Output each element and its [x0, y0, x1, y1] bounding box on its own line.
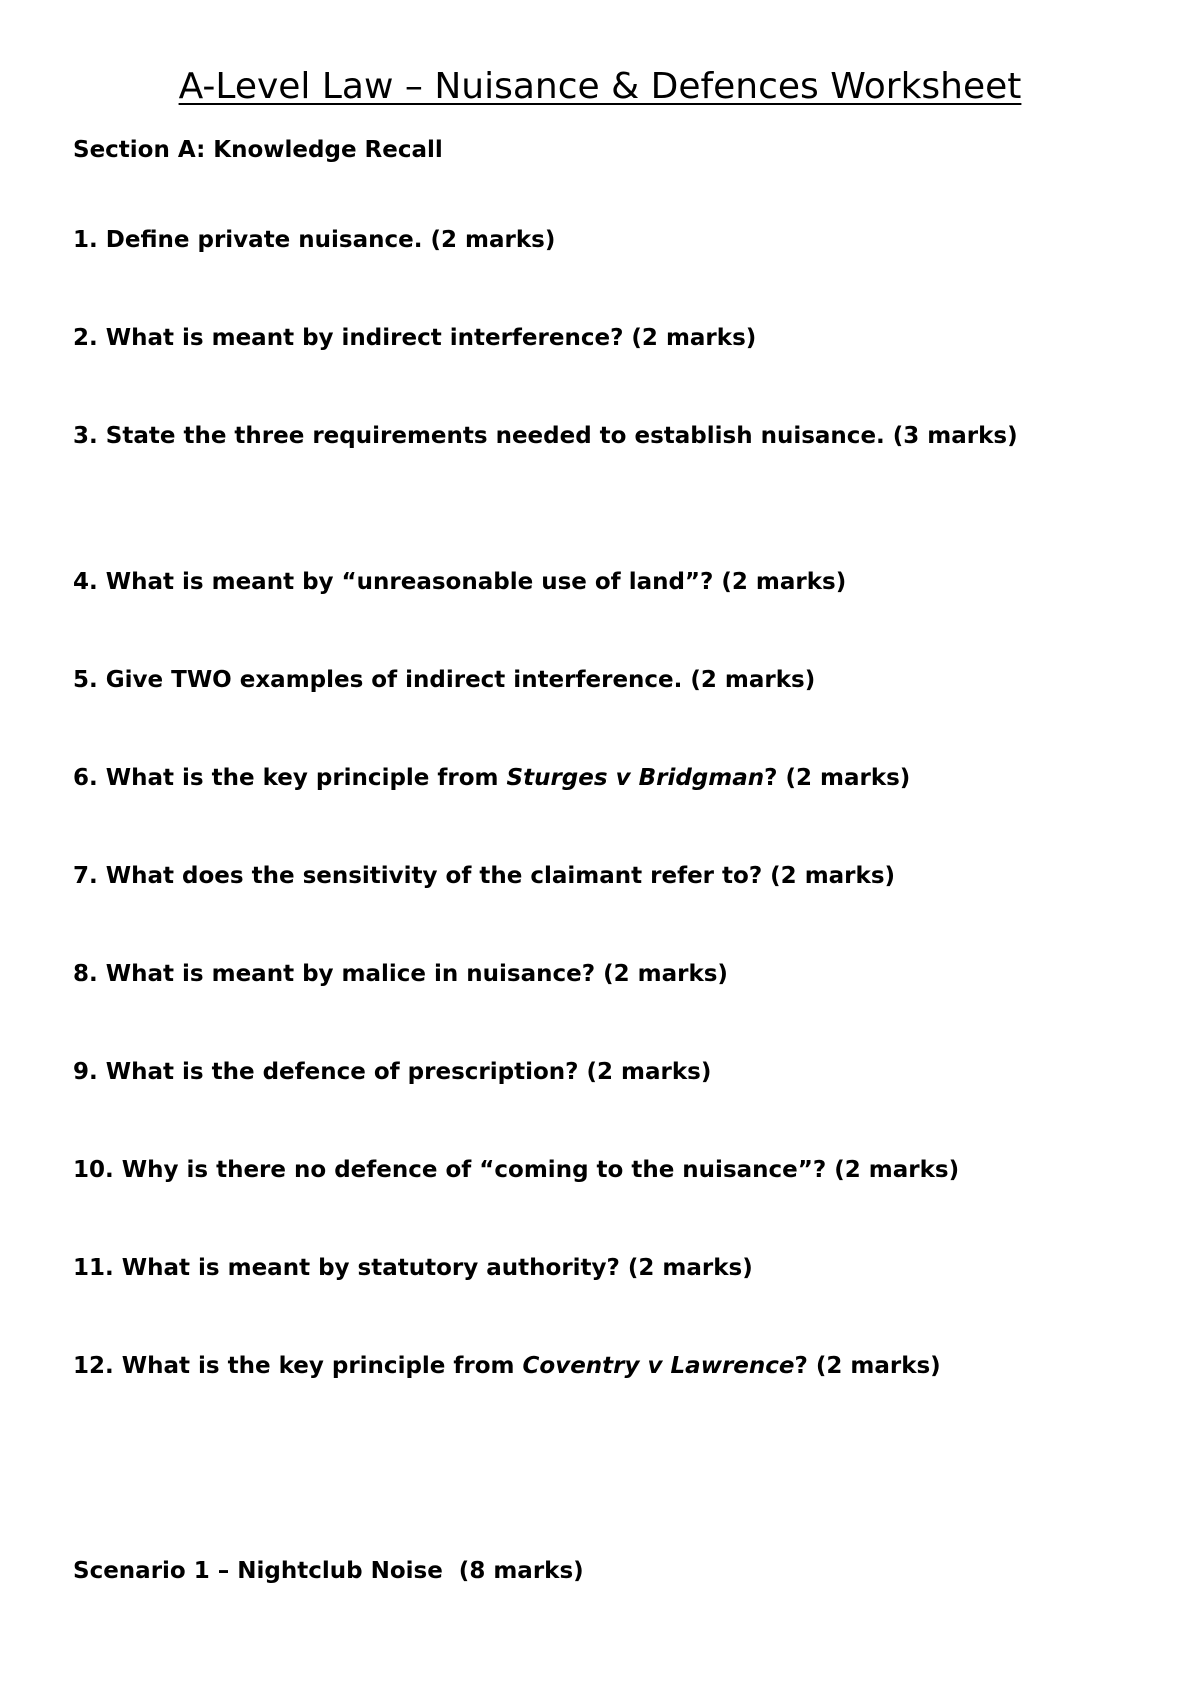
question-text: What is the key principle from	[121, 1353, 523, 1379]
question-text: What is meant by statutory authority? (2 marks)	[121, 1255, 753, 1281]
question-text: What is meant by indirect interference? (2 marks)	[105, 325, 757, 351]
question-number: 4.	[73, 569, 98, 595]
question-text: Why is there no defence of “coming to the nuisance”? (2 marks)	[121, 1157, 960, 1183]
question-number: 9.	[73, 1059, 98, 1085]
question-1	[73, 227, 555, 253]
question-9	[73, 1059, 711, 1085]
question-8	[73, 961, 728, 987]
question-text: State the three requirements needed to establish nuisance. (3 marks)	[105, 423, 1018, 449]
question-4	[73, 569, 846, 595]
section-a-heading: Section A: Knowledge Recall	[73, 137, 443, 163]
scenario-1-heading: Scenario 1 – Nightclub Noise (8 marks)	[73, 1558, 584, 1584]
question-7	[73, 863, 895, 889]
question-number: 6.	[73, 765, 98, 791]
question-text: What is the defence of prescription? (2 marks)	[105, 1059, 712, 1085]
question-text: What is meant by malice in nuisance? (2 marks)	[105, 961, 728, 987]
question-number: 2.	[73, 325, 98, 351]
question-10	[73, 1157, 959, 1183]
question-text: What is meant by “unreasonable use of land”? (2 marks)	[105, 569, 847, 595]
question-text: Give TWO examples of indirect interference. (2 marks)	[105, 667, 816, 693]
question-5	[73, 667, 815, 693]
question-number: 10.	[73, 1157, 114, 1183]
question-3	[73, 423, 1018, 449]
question-text: What is the key principle from	[105, 765, 507, 791]
question-11	[73, 1255, 753, 1281]
question-text: What does the sensitivity of the claimant refer to? (2 marks)	[105, 863, 896, 889]
question-2	[73, 325, 756, 351]
question-number: 1.	[73, 227, 98, 253]
question-6	[73, 765, 910, 791]
page-title	[0, 66, 1200, 107]
question-text-end: ? (2 marks)	[794, 1353, 941, 1379]
question-number: 8.	[73, 961, 98, 987]
case-name: Sturges v Bridgman	[506, 765, 765, 791]
case-name: Coventry v Lawrence	[522, 1353, 795, 1379]
question-number: 5.	[73, 667, 98, 693]
question-number: 7.	[73, 863, 98, 889]
question-number: 11.	[73, 1255, 114, 1281]
question-number: 3.	[73, 423, 98, 449]
question-text: Define private nuisance. (2 marks)	[105, 227, 556, 253]
question-text-end: ? (2 marks)	[764, 765, 911, 791]
question-number: 12.	[73, 1353, 114, 1379]
page-title-text: A-Level Law – Nuisance & Defences Worksheet	[178, 66, 1022, 107]
question-12	[73, 1353, 941, 1379]
